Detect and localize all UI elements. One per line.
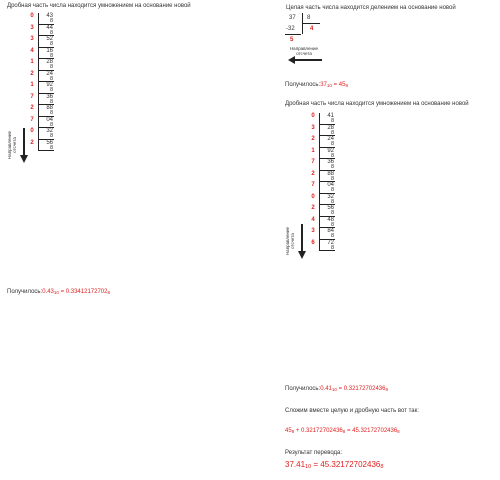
row-carry-digit: 1 xyxy=(30,82,34,88)
row-fraction: 28 xyxy=(46,59,53,65)
final-rhs-base: 8 xyxy=(380,464,384,470)
row-fraction: 56 xyxy=(327,205,334,211)
row-multiplier: 8 xyxy=(330,152,334,159)
int-result-rhs-base: 8 xyxy=(345,83,348,88)
row-multiplier: 8 xyxy=(49,52,53,59)
row-multiplier: 8 xyxy=(330,187,334,193)
int-result-prefix: Получилось: xyxy=(285,82,321,88)
division-dividend: 37 xyxy=(289,15,296,21)
row-multiplier: 8 xyxy=(49,29,53,36)
combine-sum: = 45.32172702436 xyxy=(345,428,398,434)
row-fraction: 84 xyxy=(327,228,334,234)
long-division xyxy=(283,12,323,46)
row-carry-digit: 2 xyxy=(311,205,315,211)
row-carry-digit: 6 xyxy=(311,239,315,246)
combine-sum-base: 8 xyxy=(397,429,400,434)
row-multiplier: 8 xyxy=(49,121,53,128)
row-carry-digit: 2 xyxy=(30,70,34,77)
row-multiplier: 8 xyxy=(330,175,334,182)
frac-result-lhs: 0.41 xyxy=(320,386,332,392)
division-quotient: 4 xyxy=(310,26,314,32)
row-fraction: 88 xyxy=(327,170,334,177)
division-subtract-rule xyxy=(285,34,301,35)
row-carry-digit: 2 xyxy=(311,170,315,177)
row-carry-digit: 0 xyxy=(30,13,34,19)
row-carry-digit: 3 xyxy=(311,124,315,131)
row-fraction: 16 xyxy=(46,47,53,54)
row-carry-digit: 4 xyxy=(311,216,315,223)
row-carry-digit: 4 xyxy=(30,47,34,54)
final-lhs: 37.41 xyxy=(285,460,306,469)
right-direction-label: Направление отсчета xyxy=(285,226,295,256)
combine-int-part: 45 xyxy=(285,428,292,434)
row-fraction: 43 xyxy=(46,13,53,19)
division-divisor-rule xyxy=(302,23,320,24)
row-fraction: 24 xyxy=(46,70,53,77)
combine-heading: Сложим вместе целую и дробную часть вот так: xyxy=(285,408,419,414)
int-result-lhs: 37 xyxy=(320,82,327,88)
int-direction-label: Направление отсчета xyxy=(289,46,319,56)
row-multiplier: 8 xyxy=(49,98,53,105)
combine-frac-base: 8 xyxy=(342,429,346,434)
row-fraction: 32 xyxy=(46,128,53,134)
combine-frac-part: + 0.32172702436 xyxy=(294,428,343,434)
frac-result-rhs: = 0.32172702436 xyxy=(338,386,386,392)
frac-result-prefix: Получилось: xyxy=(285,386,321,392)
row-multiplier: 8 xyxy=(49,18,53,24)
row-multiplier: 8 xyxy=(49,64,53,70)
row-multiplier: 8 xyxy=(330,233,334,239)
row-multiplier: 8 xyxy=(330,221,334,228)
row-carry-digit: 2 xyxy=(30,139,34,146)
row-multiplier: 8 xyxy=(49,110,53,116)
down-arrow-icon xyxy=(298,224,306,260)
division-divisor: 8 xyxy=(307,15,311,21)
row-carry-digit: 2 xyxy=(311,136,315,142)
row-carry-digit: 1 xyxy=(30,59,34,65)
left-result xyxy=(7,289,110,296)
int-result xyxy=(285,82,348,89)
left-result-prefix: Получилось: xyxy=(7,289,43,295)
int-result-lhs-base: 10 xyxy=(326,83,332,88)
left-result-lhs-base: 10 xyxy=(53,290,59,295)
row-multiplier: 8 xyxy=(330,129,334,136)
left-heading: Дробная часть числа находится умножением на основание новой xyxy=(7,3,191,9)
frac-result-rhs-base: 8 xyxy=(385,387,388,392)
row-multiplier: 8 xyxy=(330,118,334,124)
combine-expression xyxy=(285,428,400,435)
row-fraction: 72 xyxy=(327,239,334,246)
left-result-lhs: 0.43 xyxy=(42,289,54,295)
row-multiplier: 8 xyxy=(330,164,334,170)
left-direction-label: Направление отсчета xyxy=(7,130,17,160)
row-multiplier: 8 xyxy=(49,144,53,151)
row-multiplier: 8 xyxy=(49,75,53,82)
division-subtract: -32 xyxy=(286,26,295,32)
row-multiplier: 8 xyxy=(330,210,334,216)
row-fraction: 36 xyxy=(327,159,334,165)
row-fraction: 88 xyxy=(46,105,53,111)
row-fraction: 24 xyxy=(327,136,334,142)
row-carry-digit: 3 xyxy=(30,24,34,31)
left-result-rhs-base: 8 xyxy=(107,290,110,295)
row-carry-digit: 1 xyxy=(311,147,315,154)
row-fraction: 56 xyxy=(46,139,53,146)
row-carry-digit: 7 xyxy=(30,93,34,100)
row-carry-digit: 0 xyxy=(30,128,34,134)
row-multiplier: 8 xyxy=(330,198,334,205)
row-carry-digit: 7 xyxy=(311,182,315,188)
row-fraction: 92 xyxy=(46,82,53,88)
int-heading: Целая часть числа находится делением на основание новой xyxy=(286,5,456,11)
final-result xyxy=(285,460,383,470)
row-carry-digit: 7 xyxy=(311,159,315,165)
row-multiplier: 8 xyxy=(330,244,334,251)
row-carry-digit: 3 xyxy=(311,228,315,234)
row-fraction: 44 xyxy=(46,24,53,31)
row-carry-digit: 3 xyxy=(30,36,34,42)
row-carry-digit: 2 xyxy=(30,105,34,111)
row-fraction: 28 xyxy=(327,124,334,131)
row-multiplier: 8 xyxy=(49,133,53,139)
final-heading: Результат перевода: xyxy=(285,450,343,456)
row-fraction: 92 xyxy=(327,147,334,154)
down-arrow-icon xyxy=(20,128,28,164)
row-multiplier: 8 xyxy=(49,87,53,93)
row-multiplier: 8 xyxy=(49,41,53,47)
row-fraction: 04 xyxy=(327,182,334,188)
row-fraction: 52 xyxy=(46,36,53,42)
int-result-rhs: = 45 xyxy=(333,82,346,88)
frac-heading: Дробная часть числа находится умножением на основание новой xyxy=(285,101,469,107)
division-remainder: 5 xyxy=(290,37,294,43)
row-fraction: 41 xyxy=(327,113,334,119)
row-fraction: 36 xyxy=(46,93,53,100)
frac-result-lhs-base: 10 xyxy=(331,387,337,392)
row-fraction: 48 xyxy=(327,216,334,223)
row-fraction: 04 xyxy=(46,116,53,123)
final-rhs: = 45.32172702436 xyxy=(311,460,381,469)
row-carry-digit: 0 xyxy=(311,193,315,200)
row-multiplier: 8 xyxy=(330,141,334,147)
row-carry-digit: 7 xyxy=(30,116,34,123)
final-lhs-base: 10 xyxy=(305,464,312,470)
left-result-rhs: = 0.33412172702 xyxy=(60,289,108,295)
row-fraction: 32 xyxy=(327,193,334,200)
left-arrow-icon xyxy=(288,56,322,64)
row-carry-digit: 0 xyxy=(311,113,315,119)
frac-result xyxy=(285,386,388,393)
combine-int-base: 8 xyxy=(291,429,295,434)
